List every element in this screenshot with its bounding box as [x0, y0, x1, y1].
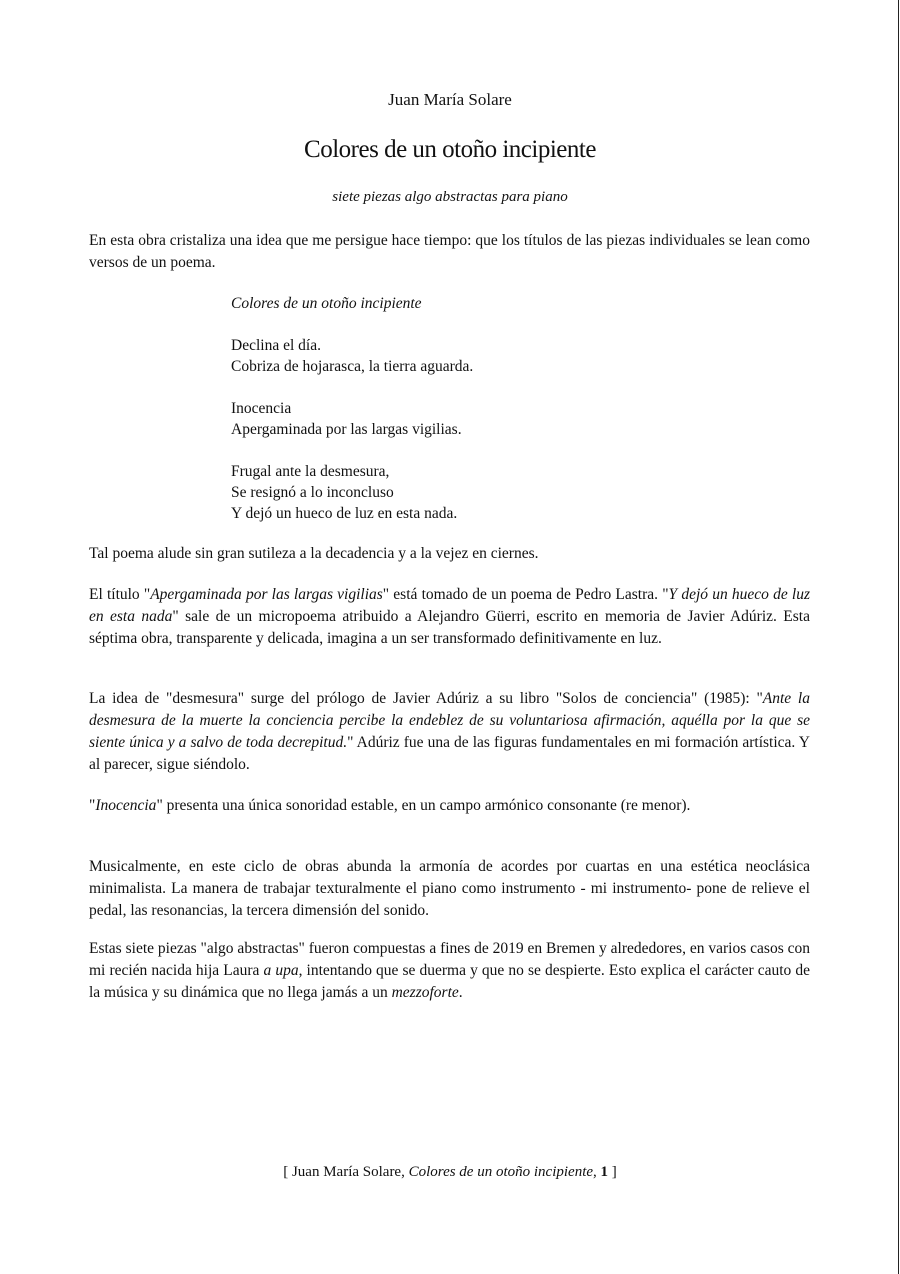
musical-paragraph: Musicalmente, en este ciclo de obras abunda la armonía de acordes por cuartas en una estética neoclásica minimalista. La manera de trabajar texturalmente el piano como instrumento - mi instrumento- pone de relieve el pedal, las resonancias, la tercera dimensión del sonido. — [89, 858, 810, 919]
poem-line: Declina el día. — [231, 337, 321, 354]
page-number: 1 — [600, 1164, 609, 1180]
allusion-paragraph: Tal poema alude sin gran sutileza a la decadencia y a la vejez en ciernes. — [89, 545, 539, 562]
document-title: Colores de un otoño incipiente — [304, 136, 596, 163]
composition-paragraph: Estas siete piezas "algo abstractas" fueron compuestas a fines de 2019 en Bremen y alrededores, en varios casos con mi recién nacida hija Laura a upa, intentando que se duerma y que no se despierte. Esto explica el carácter cauto de la música y su dinámica que no llega jamás a un mezzoforte. — [89, 940, 811, 1001]
title-origin-paragraph: El título "Apergaminada por las largas vigilias" está tomado de un poema de Pedro Lastra. "Y dejó un hueco de luz en esta nada" sale de un micropoema atribuido a Alejandro Güerri, escrito en memoria de Javier Adúriz. Esta séptima obra, transparente y delicada, imagina a un ser transformado definitivamente en luz. — [89, 586, 810, 647]
poem-line: Y dejó un hueco de luz en esta nada. — [231, 505, 458, 522]
poem-block — [231, 293, 473, 545]
page-footer: [ Juan María Solare, Colores de un otoño incipiente, 1 ] — [283, 1164, 617, 1180]
poem-line: Frugal ante la desmesura, — [231, 463, 390, 480]
desmesura-paragraph: La idea de "desmesura" surge del prólogo de Javier Adúriz a su libro "Solos de conciencia" (1985): "Ante la desmesura de la muerte la conciencia percibe la endeblez de su voluntariosa afirmación, aquélla por la que se siente única y a salvo de toda decrepitud." Adúriz fue una de las figuras fundamentales en mi formación artística. Y al parecer, sigue siéndolo. — [89, 690, 810, 773]
poem-title: Colores de un otoño incipiente — [231, 295, 422, 312]
poem-stanza-2 — [231, 398, 473, 440]
poem-line: Se resignó a lo inconcluso — [231, 484, 394, 501]
author-name: Juan María Solare — [388, 90, 512, 109]
poem-line: Apergaminada por las largas vigilias. — [231, 421, 462, 438]
poem-stanza-3 — [231, 461, 473, 524]
inocencia-paragraph: "Inocencia" presenta una única sonoridad estable, en un campo armónico consonante (re menor). — [89, 797, 691, 814]
document-subtitle: siete piezas algo abstractas para piano — [332, 189, 568, 205]
intro-paragraph: En esta obra cristaliza una idea que me persigue hace tiempo: que los títulos de las piezas individuales se lean como versos de un poema. — [89, 232, 810, 271]
poem-stanza-1 — [231, 335, 473, 377]
poem-line: Cobriza de hojarasca, la tierra aguarda. — [231, 358, 474, 375]
poem-line: Inocencia — [231, 400, 292, 417]
